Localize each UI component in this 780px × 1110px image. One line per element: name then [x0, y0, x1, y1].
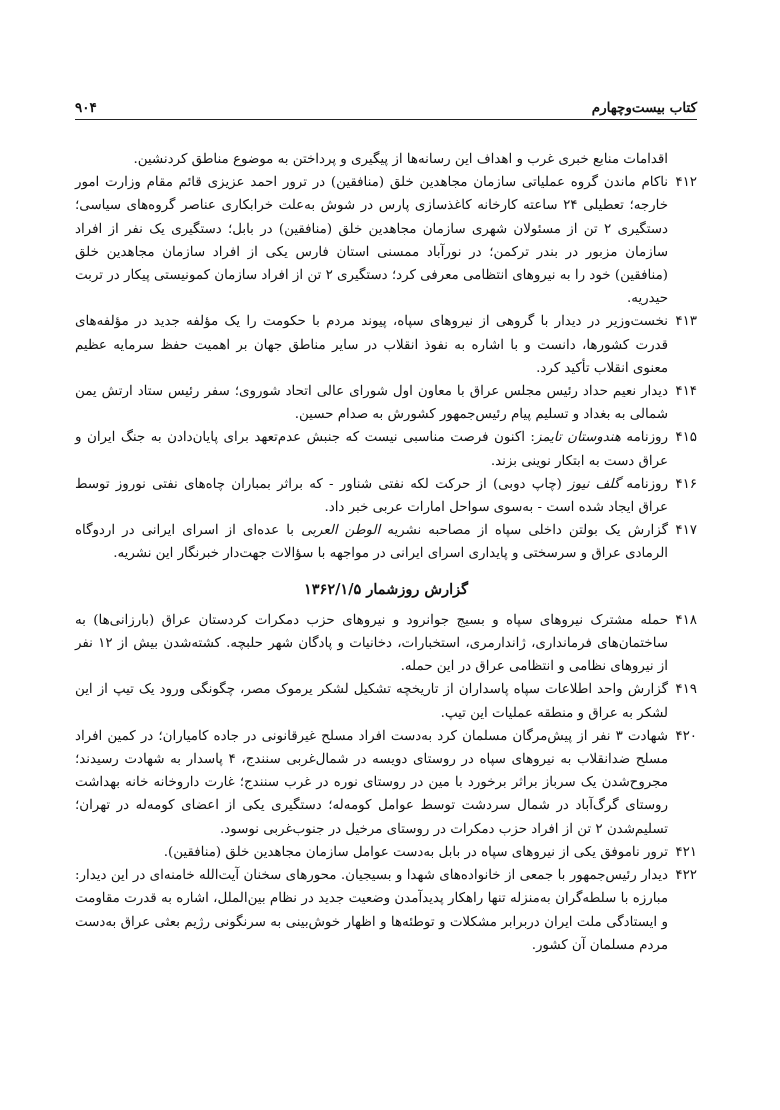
entry-text-pre: گزارش یک بولتن داخلی سپاه از مصاحبه نشریه: [380, 523, 668, 539]
entry-text: شهادت ۳ نفر از پیش‌مرگان مسلمان کرد به‌دست افراد مسلح غیرقانونی در جاده کامیاران؛ در کمین افراد مسلح ضدانقلاب به نیروهای سپاه در روستای دویسه در شمال‌غربی سنندج، ۴ پاسدار به شهادت رسیدند؛ مجروح‌شدن یک سرباز براثر برخورد با مین در روستای نوره در غرب سنندج؛ غارت داروخانه خانه بهداشت روستای گرگ‌آباد در شمال سردشت توسط عوامل کومه‌له؛ دستگیری یکی از اعضای کومه‌له در تهران؛ تسلیم‌شدن ۲ تن از افراد حزب دمکرات در روستای مرخیل در جنوب‌غربی نوسود.: [75, 728, 669, 837]
entry-text: دیدار رئیس‌جمهور با جمعی از خانواده‌های شهدا و بسیجیان. محورهای سخنان آیت‌الله خامنه‌ای در این دیدار: مبارزه با سلطه‌گران به‌منزله تنها راهکار پدیدآمدن وضعیت جدید در نظام بین‌الملل، اشاره به قدرت مقاومت و ایستادگی ملت ایران دربرابر مشکلات و توطئه‌ها و اظهار خوش‌بینی به سرنگونی رژیم بعثی عراق به‌دست مردم مسلمان آن کشور.: [75, 868, 668, 953]
entry-number: ۴۲۰: [675, 728, 697, 744]
entry-413: [75, 310, 697, 380]
entry-text-post: با عده‌ای از اسرای ایرانی در اردوگاه الرمادی عراق و سرسختی و پایداری اسرای ایرانی در مواجهه با سؤالات جهت‌دار خبرنگار این نشریه.: [75, 523, 668, 562]
section-title: گزارش روزشمار ۱۳۶۲/۱/۵: [303, 580, 469, 598]
entry-416: [75, 473, 697, 519]
entry-text-pre: روزنامه: [620, 476, 668, 492]
entry-text-pre: روزنامه: [620, 430, 668, 446]
entry-number: ۴۲۱: [675, 844, 697, 860]
entry-number: ۴۱۵: [675, 430, 697, 446]
running-header: [75, 88, 697, 120]
newspaper-name: هندوستان تایمز: [534, 430, 621, 446]
entry-412: [75, 171, 697, 310]
entry-419: [75, 678, 697, 724]
newspaper-name: گلف نیوز: [568, 476, 621, 492]
entry-text: [75, 473, 668, 519]
entry-text-post: : اکنون فرصت مناسبی نیست که جنبش عدم‌تعهد برای پایان‌دادن به جنگ ایران و عراق دست به ابتکار نوینی بزند.: [75, 430, 668, 469]
entry-number: ۴۱۲: [675, 175, 697, 191]
entry-420: [75, 725, 697, 841]
entry-text-post: (چاپ دوبی) از حرکت لکه نفتی شناور - که براثر بمباران چاه‌های نفتی نوروز توسط عراق ایجاد شده است - به‌سوی سواحل امارات عربی خبر داد.: [75, 476, 668, 516]
entry-number: ۴۱۹: [675, 682, 697, 698]
page-number: ۹۰۴: [75, 100, 97, 116]
publication-name: الوطن العربی: [301, 523, 381, 539]
continued-paragraph: اقدامات منابع خبری غرب و اهداف این رسانه‌ها از پیگیری و پرداختن به موضوع مناطق کردنشین.: [133, 152, 668, 167]
entry-text: [75, 519, 668, 565]
entry-text: نخست‌وزیر در دیدار با گروهی از نیروهای سپاه، پیوند مردم با حکومت را یک مؤلفه جدید در مؤلفه‌های قدرت کشورها، دانست و با اشاره به نفوذ انقلاب در سایر مناطق جهان بر اهمیت حفظ سرمایه عظیم معنوی انقلاب تأکید کرد.: [75, 314, 668, 376]
entry-414: [75, 380, 697, 426]
entry-number: ۴۱۷: [675, 523, 697, 539]
entry-text: ترور ناموفق یکی از نیروهای سپاه در بابل به‌دست عوامل سازمان مجاهدین خلق (منافقین).: [163, 844, 668, 860]
entry-number: ۴۱۳: [675, 314, 697, 330]
book-title: کتاب بیست‌وچهارم: [591, 100, 697, 116]
entry-number: ۴۱۴: [675, 384, 697, 400]
entry-text: گزارش واحد اطلاعات سپاه پاسداران از تاریخچه تشکیل لشکر یرموک مصر، چگونگی ورود یک تیپ از این لشکر به عراق و منطقه عملیات این تیپ.: [75, 682, 668, 721]
entry-number: ۴۱۸: [675, 612, 697, 628]
entry-number: ۴۲۲: [675, 868, 697, 884]
body-text: [75, 148, 697, 957]
entry-418: [75, 609, 697, 679]
entry-421: [75, 841, 697, 864]
entry-text: دیدار نعیم حداد رئیس مجلس عراق با معاون اول شورای عالی اتحاد شوروی؛ سفر رئیس ستاد ارتش یمن شمالی به بغداد و تسلیم پیام رئیس‌جمهور کشورش به صدام حسین.: [75, 384, 668, 423]
entry-number: ۴۱۶: [675, 476, 697, 492]
entry-text: حمله مشترک نیروهای سپاه و بسیج جوانرود و نیروهای حزب دمکرات کردستان عراق (بارزانی‌ها) به ساختمان‌های فرمانداری، ژاندارمری، استخبارات، دخانیات و پادگان شهر حلبچه. کشته‌شدن بیش از ۱۲ نفر از نیروهای نظامی و انتظامی عراق در این حمله.: [75, 612, 668, 675]
entry-415: [75, 426, 697, 472]
entry-text: ناکام ماندن گروه عملیاتی سازمان مجاهدین خلق (منافقین) در ترور احمد عزیزی قائم مقام وزارت امور خارجه؛ تعطیلی ۲۴ ساعته کارخانه کاغذسازی پارس در شوش به‌علت خرابکاری عناصر گروه‌های سیاسی؛ دستگیری ۲ تن از مسئولان شهری سازمان مجاهدین خلق (منافقین) در بابل؛ دستگیری یک نفر از افراد سازمان مزبور در بندر ترکمن؛ در نورآباد ممسنی استان فارس یکی از افراد سازمان مجاهدین خلق (منافقین) خود را به نیروهای انتظامی معرفی کرد؛ دستگیری ۲ تن از افراد سازمان کمونیستی پیکار در تربت حیدریه.: [75, 175, 668, 307]
entry-text: [75, 426, 668, 472]
entry-422: [75, 864, 697, 957]
entry-417: [75, 519, 697, 565]
